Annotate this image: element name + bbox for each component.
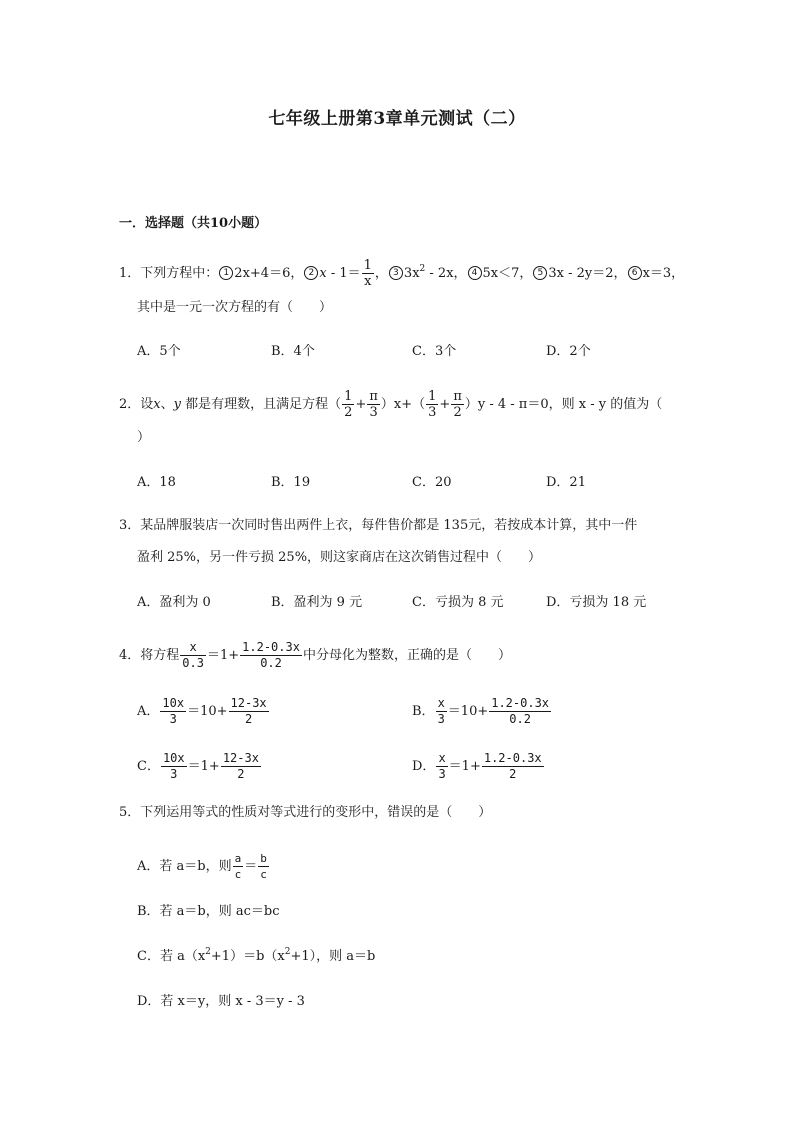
q2-option-a[interactable]: A．18 [137,475,176,490]
circled-number-icon: 5 [533,266,547,280]
fraction-denominator: 2 [244,712,253,726]
circled-number-icon: 1 [219,266,233,280]
q1-option-b[interactable]: B．4个 [271,344,315,359]
fraction [489,696,551,727]
fraction-denominator: 3 [369,405,378,420]
option-label: B． [412,704,435,719]
fraction [362,258,374,289]
stem-text: ）x+（ [380,397,426,412]
q5-option-b[interactable]: B．若 a＝b，则 ac＝bc [137,904,280,919]
question-number: 2． [119,397,141,412]
q5-option-d[interactable]: D．若 x＝y，则 x - 3＝y - 3 [137,994,305,1009]
plus-sign: + [355,397,367,412]
fraction [426,389,438,420]
q3-option-a[interactable]: A．盈利为 0 [137,595,211,610]
fraction [482,751,544,782]
stem-text: 中分母化为整数，正确的是（ ） [302,648,511,663]
fraction [229,696,269,727]
fraction-numerator: π [369,389,378,404]
question-2-stem [119,389,662,420]
question-number: 5． [119,805,141,820]
fraction-numerator: x [438,751,446,765]
option-text: ＝1+ [448,759,481,774]
q4-option-c[interactable] [137,751,262,782]
fraction-denominator: 3 [428,405,437,420]
fraction [258,851,269,882]
fraction-numerator: 1.2-0.3x [491,696,550,710]
fraction-denominator: 3 [437,712,445,726]
q1-option-a[interactable]: A．5个 [137,344,181,359]
stem-text: ＝1+ [206,648,240,663]
fraction [367,389,380,420]
fraction-numerator: 10x [162,751,185,765]
equation-2: - 1＝ [326,266,361,281]
exponent: 2 [284,947,291,957]
fraction-denominator: 0.2 [260,656,282,670]
equation-3: 3x [403,266,420,281]
fraction-denominator: 0.3 [182,656,204,670]
equation-6: x＝3， [642,266,685,281]
option-text: ＝10+ [447,704,489,719]
fraction-numerator: 1 [363,258,372,273]
fraction-denominator: 2 [344,405,353,420]
fraction [233,851,244,882]
option-label: A． [137,704,160,719]
question-3-stem [119,516,637,536]
q5-option-c[interactable] [137,947,375,967]
fraction [221,751,261,782]
q4-option-b[interactable] [412,696,552,727]
page-title: 七年级上册第3章单元测试（二） [268,109,526,129]
fraction [436,751,447,782]
fraction-numerator: π [453,389,462,404]
fraction [161,751,187,782]
question-number: 1． [119,266,141,281]
fraction-numerator: 12-3x [230,696,267,710]
q1-option-c[interactable]: C．3个 [412,344,457,359]
punct: ， [374,266,388,281]
option-label: C． [137,759,160,774]
equation-1: 2x+4＝6， [234,266,304,281]
fraction-numerator: x [180,640,206,656]
var-y: y [173,397,182,412]
stem-text: 将方程 [140,648,180,663]
option-text: ＝10+ [187,704,228,719]
fraction [180,640,206,671]
q5-option-a[interactable] [137,851,270,882]
question-5-stem [119,803,491,823]
q2-option-d[interactable]: D．21 [546,475,586,490]
fraction [240,640,302,671]
q1-option-d[interactable]: D．2个 [546,344,591,359]
equation-5: 3x - 2y＝2， [548,266,627,281]
exponent: 2 [205,947,211,957]
section-heading: 一．选择题（共10小题） [119,216,268,231]
question-2-line2: ） [137,430,151,445]
fraction-numerator: x [437,696,445,710]
fraction-numerator: a [234,852,242,865]
question-1-stem [119,258,684,289]
question-number: 3． [119,518,141,533]
fraction-numerator: 1 [344,389,353,404]
exponent: 2 [419,264,426,274]
fraction-denominator: 0.2 [509,712,531,726]
option-label: D． [412,759,436,774]
fraction [160,696,186,727]
equation-4: 5x＜7， [482,266,533,281]
equals-sign: ＝ [244,859,258,874]
circled-number-icon: 2 [304,266,318,280]
fraction-numerator: 1.2-0.3x [483,751,542,765]
fraction-numerator: 12-3x [222,751,259,765]
circled-number-icon: 4 [468,266,482,280]
question-4-stem [119,640,511,671]
stem-text: 都是有理数，且满足方程（ [181,397,342,412]
q3-option-b[interactable]: B．盈利为 9 元 [271,595,363,610]
option-text: ＝1+ [187,759,220,774]
fraction-denominator: c [260,868,267,881]
option-text: +1），则 a＝b [290,949,376,964]
fraction-denominator: c [234,868,242,881]
fraction-numerator: 1 [428,389,437,404]
fraction [342,389,354,420]
fraction-denominator: 2 [453,405,462,420]
question-1-line2: 其中是一元一次方程的有（ ） [137,300,333,315]
stem-text: ）y - 4 - π＝0，则 x - y 的值为（ [464,397,663,412]
circled-number-icon: 6 [628,266,642,280]
fraction [451,389,464,420]
question-number: 4． [119,648,141,663]
q4-option-a[interactable] [137,696,270,727]
fraction-denominator: 3 [170,767,178,781]
fraction-denominator: x [364,274,372,289]
q2-option-c[interactable]: C．20 [412,475,452,490]
var-x: x [153,397,161,412]
fraction-denominator: 2 [237,767,245,781]
option-text: A．若 a＝b，则 [137,859,232,874]
question-3-line2: 盈利 25%，另一件亏损 25%，则这家商店在这次销售过程中（ ） [137,550,542,565]
stem-text: 设 [140,397,154,412]
fraction-denominator: 2 [509,767,517,781]
stem-text: 下列方程中： [140,266,219,281]
option-text: +1）＝b（x [210,949,285,964]
var-x: x [319,266,327,281]
fraction-numerator: 1.2-0.3x [242,640,300,654]
plus-sign: + [439,397,451,412]
q4-option-d[interactable] [412,751,545,782]
stem-text: 下列运用等式的性质对等式进行的变形中，错误的是（ ） [140,805,492,820]
stem-text: 某品牌服装店一次同时售出两件上衣，每件售价都是 135元，若按成本计算，其中一件 [140,518,638,533]
fraction-denominator: 3 [438,767,446,781]
circled-number-icon: 3 [389,266,403,280]
fraction-denominator: 3 [169,712,177,726]
option-text: C．若 a（x [137,949,206,964]
fraction-numerator: 10x [162,696,185,710]
punct: 、 [160,397,174,412]
fraction-numerator: b [260,852,267,865]
fraction [436,696,447,727]
q3-option-c[interactable]: C．亏损为 8 元 [412,595,504,610]
q3-option-d[interactable]: D．亏损为 18 元 [546,595,647,610]
equation-3-rest: - 2x， [425,266,467,281]
q2-option-b[interactable]: B．19 [271,475,311,490]
